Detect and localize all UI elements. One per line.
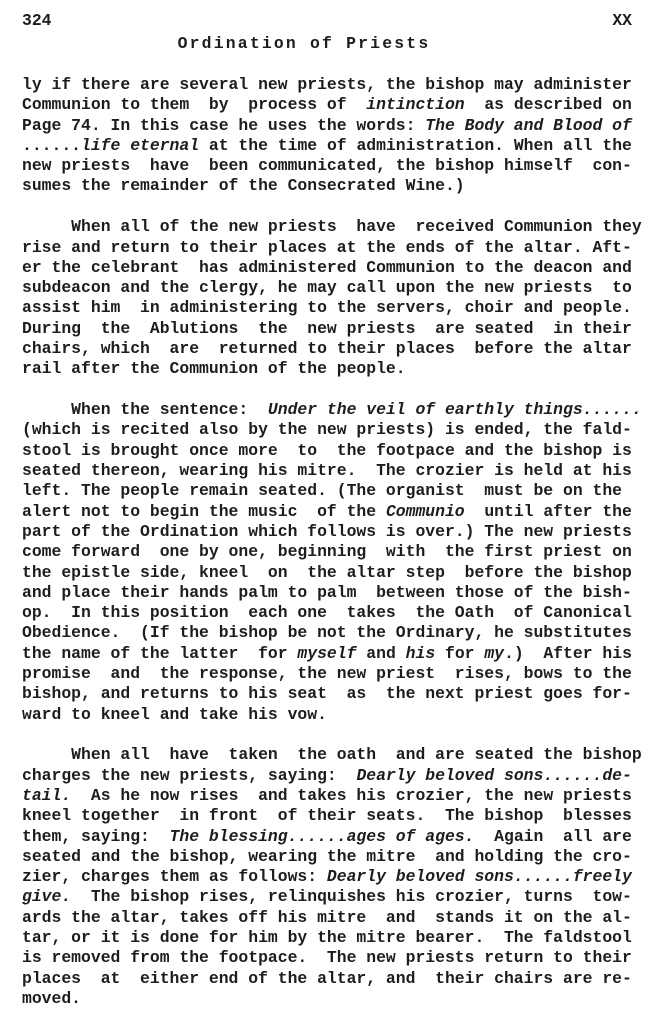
page-body (22, 75, 653, 1030)
text-line (22, 278, 653, 298)
text-segment: until after the (464, 501, 632, 521)
text-line (22, 420, 653, 440)
text-line (22, 887, 653, 907)
chapter-number: XX (612, 11, 632, 30)
text-line (22, 989, 653, 1009)
text-line (22, 522, 653, 542)
text-segment: Obedience. (If the bishop be not the Ordinary, he substitutes (22, 623, 632, 643)
text-segment: at the time of administration. When all the (199, 135, 632, 155)
text-line (22, 684, 653, 704)
text-segment: part of the Ordination which follows is over.) The new priests (22, 521, 632, 541)
text-segment: op. In this position each one takes the Oath of Canonical (22, 603, 632, 623)
text-line (22, 339, 653, 359)
text-line (22, 502, 653, 522)
text-line (22, 705, 653, 725)
text-segment: As he now rises and takes his crozier, the new priests (71, 786, 632, 805)
text-segment: The bishop rises, relinquishes his crozier, turns tow- (71, 887, 632, 907)
text-line (22, 623, 653, 643)
text-line (22, 258, 653, 278)
text-line (22, 238, 653, 258)
text-line (22, 461, 653, 481)
text-segment: promise and the response, the new priest rises, bows to the (22, 664, 632, 684)
text-line (22, 95, 653, 115)
text-segment: Communion to them by process of (22, 95, 367, 115)
italic-text-segment: my (484, 643, 505, 663)
italic-text-segment: intinction (366, 95, 465, 115)
text-line (22, 75, 653, 95)
italic-text-segment: Dearly beloved sons......freely (326, 867, 632, 887)
italic-text-segment: The blessing......ages of ages. (169, 826, 475, 846)
text-line (22, 745, 653, 765)
text-segment: When the sentence: (22, 400, 268, 420)
italic-text-segment: give. (22, 887, 72, 907)
text-segment: assist him in administering to the servers, choir and people. (22, 298, 632, 318)
paragraph (22, 75, 653, 197)
text-segment: kneel together in front of their seats. The bishop blesses (22, 806, 632, 826)
text-segment: zier, charges them as follows: (22, 867, 327, 887)
text-line (22, 928, 653, 948)
text-segment: places at either end of the altar, and their chairs are re- (22, 968, 632, 988)
text-segment: as described on (464, 95, 632, 115)
text-line (22, 583, 653, 603)
text-line (22, 319, 653, 339)
text-segment: (which is recited also by the new priests) is ended, the fald- (22, 420, 632, 440)
text-segment: rail after the Communion of the people. (22, 359, 406, 379)
text-segment: alert not to begin the music of the (22, 501, 386, 521)
text-line (22, 563, 653, 583)
text-line (22, 298, 653, 318)
text-segment: seated thereon, wearing his mitre. The crozier is held at his (22, 461, 632, 481)
text-line (22, 867, 653, 887)
text-segment: sumes the remainder of the Consecrated Wine.) (22, 176, 465, 196)
text-line (22, 664, 653, 684)
text-segment: chairs, which are returned to their places before the altar (22, 339, 632, 359)
text-segment: During the Ablutions the new priests are seated in their (22, 318, 632, 338)
text-segment: charges the new priests, saying: (22, 765, 357, 785)
text-line (22, 806, 653, 826)
italic-text-segment: Communio (385, 501, 465, 521)
text-line (22, 400, 653, 420)
text-line (22, 542, 653, 562)
text-segment: er the celebrant has administered Communion to the deacon and (22, 257, 632, 277)
text-segment: When all have taken the oath and are seated the bishop (22, 745, 642, 765)
text-line (22, 136, 653, 156)
text-line (22, 908, 653, 928)
text-line (22, 156, 653, 176)
text-line (22, 644, 653, 664)
text-line (22, 603, 653, 623)
text-line (22, 766, 653, 786)
text-line (22, 786, 653, 806)
text-segment: When all of the new priests have received Communion they (22, 217, 642, 237)
text-segment: ly if there are several new priests, the bishop may administer (22, 75, 632, 94)
page-title: Ordination of Priests (177, 34, 431, 53)
text-line (22, 948, 653, 968)
text-segment: for (435, 643, 485, 663)
text-segment: and (356, 643, 406, 663)
text-segment: ...... (22, 135, 82, 155)
text-segment: subdeacon and the clergy, he may call upon the new priests to (22, 278, 632, 298)
italic-text-segment: life eternal (81, 135, 200, 155)
italic-text-segment: The Body and Blood of (425, 115, 632, 135)
text-segment: bishop, and returns to his seat as the next priest goes for- (22, 684, 632, 704)
italic-text-segment: myself (297, 643, 357, 663)
text-segment: is removed from the footpace. The new priests return to their (22, 948, 632, 968)
text-line (22, 116, 653, 136)
italic-text-segment: Under the veil of earthly things...... (267, 400, 642, 420)
text-line (22, 441, 653, 461)
paragraph (22, 745, 653, 1009)
text-segment: new priests have been communicated, the bishop himself con- (22, 156, 632, 176)
text-segment: stool is brought once more to the footpace and the bishop is (22, 440, 632, 460)
text-segment: tar, or it is done for him by the mitre bearer. The faldstool (22, 928, 632, 948)
text-segment: and place their hands palm to palm between those of the bish- (22, 582, 632, 602)
text-segment: rise and return to their places at the ends of the altar. Aft- (22, 237, 632, 257)
italic-text-segment: tail. (22, 786, 72, 805)
paragraph (22, 217, 653, 379)
text-segment: the name of the latter for (22, 643, 298, 663)
italic-text-segment: his (405, 643, 436, 663)
text-line (22, 827, 653, 847)
text-segment: moved. (22, 988, 82, 1008)
text-segment: ards the altar, takes off his mitre and stands it on the al- (22, 907, 632, 927)
italic-text-segment: Dearly beloved sons......de- (356, 765, 632, 785)
page-number: 324 (22, 11, 52, 30)
text-segment: left. The people remain seated. (The organist must be on the (22, 481, 622, 501)
text-segment: come forward one by one, beginning with the first priest on (22, 542, 632, 562)
text-line (22, 359, 653, 379)
text-line (22, 481, 653, 501)
text-segment: them, saying: (22, 826, 170, 846)
text-segment: ward to kneel and take his vow. (22, 704, 327, 724)
text-segment: the epistle side, kneel on the altar step before the bishop (22, 562, 632, 582)
page-header (22, 12, 632, 30)
paragraph (22, 400, 653, 725)
text-segment: Again all are (474, 826, 632, 846)
text-line (22, 217, 653, 237)
text-segment: .) After his (504, 643, 632, 663)
text-line (22, 176, 653, 196)
text-line (22, 847, 653, 867)
text-line (22, 969, 653, 989)
text-segment: Page 74. In this case he uses the words: (22, 115, 426, 135)
text-segment: seated and the bishop, wearing the mitre and holding the cro- (22, 846, 632, 866)
